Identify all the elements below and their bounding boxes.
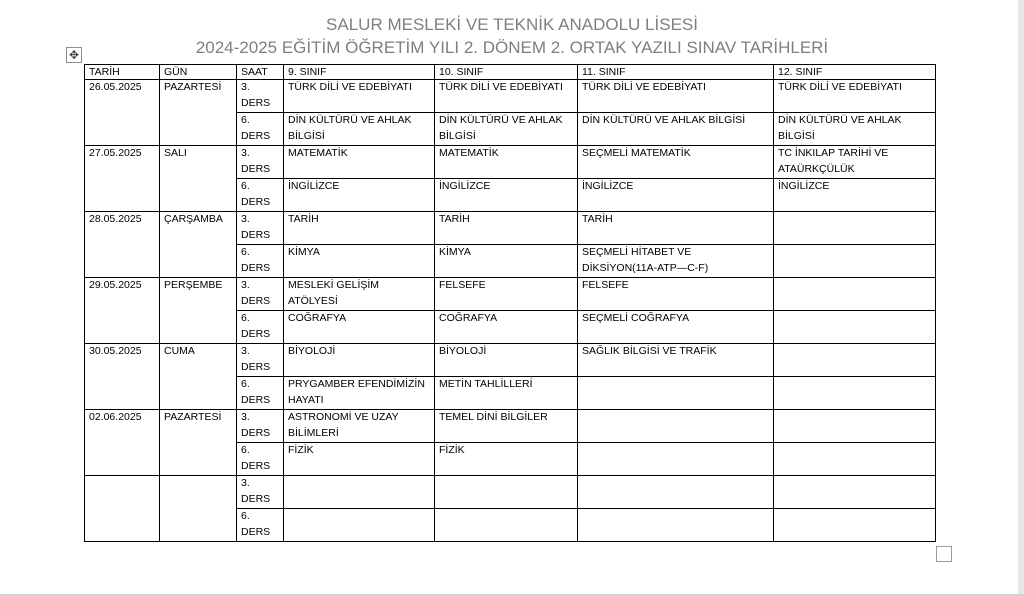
- table-row: [85, 146, 936, 179]
- subject-cell[interactable]: [774, 311, 936, 344]
- subject-cell[interactable]: [578, 443, 774, 476]
- period-cell[interactable]: 6. DERS: [237, 377, 284, 410]
- table-row: [85, 344, 936, 377]
- subject-cell[interactable]: FİZİK: [435, 443, 578, 476]
- period-cell[interactable]: 6. DERS: [237, 509, 284, 542]
- subject-cell[interactable]: [284, 509, 435, 542]
- date-cell[interactable]: 26.05.2025: [85, 80, 160, 146]
- day-cell[interactable]: SALI: [160, 146, 237, 212]
- subject-cell[interactable]: [774, 278, 936, 311]
- table-row: [85, 278, 936, 311]
- subject-cell[interactable]: SEÇMELİ HİTABET VE DİKSİYON(11A-ATP—C-F): [578, 245, 774, 278]
- period-cell[interactable]: 3. DERS: [237, 476, 284, 509]
- day-cell[interactable]: PAZARTESİ: [160, 80, 237, 146]
- subject-cell[interactable]: TARİH: [578, 212, 774, 245]
- header-cell: 11. SINIF: [578, 65, 774, 80]
- subject-cell[interactable]: İNGİLİZCE: [284, 179, 435, 212]
- subject-cell[interactable]: TEMEL DİNİ BİLGİLER: [435, 410, 578, 443]
- header-cell: TARİH: [85, 65, 160, 80]
- header-cell: 9. SINIF: [284, 65, 435, 80]
- subject-cell[interactable]: DİN KÜLTÜRÜ VE AHLAK BİLGİSİ: [435, 113, 578, 146]
- subject-cell[interactable]: MATEMATİK: [284, 146, 435, 179]
- text-cursor: [935, 380, 936, 396]
- period-cell[interactable]: 6. DERS: [237, 443, 284, 476]
- table-move-handle-icon[interactable]: ✥: [66, 47, 82, 63]
- subject-cell[interactable]: KİMYA: [435, 245, 578, 278]
- period-cell[interactable]: 6. DERS: [237, 245, 284, 278]
- subject-cell[interactable]: [774, 212, 936, 245]
- period-cell[interactable]: 3. DERS: [237, 212, 284, 245]
- subject-cell[interactable]: [774, 476, 936, 509]
- subject-cell[interactable]: [435, 476, 578, 509]
- period-cell[interactable]: 3. DERS: [237, 80, 284, 113]
- table-row: [85, 80, 936, 113]
- subject-cell[interactable]: METİN TAHLİLLERİ: [435, 377, 578, 410]
- subject-cell[interactable]: SAĞLIK BİLGİSİ VE TRAFİK: [578, 344, 774, 377]
- subject-cell[interactable]: BİYOLOJİ: [435, 344, 578, 377]
- subject-cell[interactable]: COĞRAFYA: [435, 311, 578, 344]
- subject-cell[interactable]: TC İNKILAP TARİHİ VE ATAÜRKÇÜLÜK: [774, 146, 936, 179]
- day-cell[interactable]: [160, 476, 237, 542]
- window-edge: [1018, 0, 1024, 596]
- subject-cell[interactable]: TARİH: [435, 212, 578, 245]
- subject-cell[interactable]: SEÇMELİ MATEMATİK: [578, 146, 774, 179]
- subject-cell[interactable]: COĞRAFYA: [284, 311, 435, 344]
- subject-cell[interactable]: TARİH: [284, 212, 435, 245]
- subject-cell[interactable]: [774, 245, 936, 278]
- date-cell[interactable]: 02.06.2025: [85, 410, 160, 476]
- subject-cell[interactable]: DİN KÜLTÜRÜ VE AHLAK BİLGİSİ: [578, 113, 774, 146]
- date-cell[interactable]: 30.05.2025: [85, 344, 160, 410]
- subject-cell[interactable]: [774, 410, 936, 443]
- subject-cell[interactable]: MESLEKİ GELİŞİM ATÖLYESİ: [284, 278, 435, 311]
- subject-cell[interactable]: MATEMATİK: [435, 146, 578, 179]
- exam-schedule-table: [84, 64, 936, 542]
- table-row: [85, 410, 936, 443]
- period-cell[interactable]: 3. DERS: [237, 146, 284, 179]
- date-cell[interactable]: 27.05.2025: [85, 146, 160, 212]
- subject-cell[interactable]: FELSEFE: [435, 278, 578, 311]
- subject-cell[interactable]: TÜRK DİLİ VE EDEBİYATI: [284, 80, 435, 113]
- subject-cell[interactable]: [578, 509, 774, 542]
- period-cell[interactable]: 3. DERS: [237, 344, 284, 377]
- subject-cell[interactable]: BİYOLOJİ: [284, 344, 435, 377]
- period-cell[interactable]: 3. DERS: [237, 410, 284, 443]
- day-cell[interactable]: CUMA: [160, 344, 237, 410]
- subject-cell[interactable]: [774, 344, 936, 377]
- period-cell[interactable]: 6. DERS: [237, 179, 284, 212]
- subject-cell[interactable]: PRYGAMBER EFENDİMİZİN HAYATI: [284, 377, 435, 410]
- subject-cell[interactable]: TÜRK DİLİ VE EDEBİYATI: [435, 80, 578, 113]
- date-cell[interactable]: 28.05.2025: [85, 212, 160, 278]
- subject-cell[interactable]: [774, 377, 936, 410]
- table-row: [85, 476, 936, 509]
- header-cell: 12. SINIF: [774, 65, 936, 80]
- subject-cell[interactable]: [284, 476, 435, 509]
- subject-cell[interactable]: [435, 509, 578, 542]
- table-row: [85, 212, 936, 245]
- subject-cell[interactable]: İNGİLİZCE: [774, 179, 936, 212]
- subject-cell[interactable]: ASTRONOMİ VE UZAY BİLİMLERİ: [284, 410, 435, 443]
- period-cell[interactable]: 6. DERS: [237, 113, 284, 146]
- subject-cell[interactable]: TÜRK DİLİ VE EDEBİYATI: [578, 80, 774, 113]
- subject-cell[interactable]: DİN KÜLTÜRÜ VE AHLAK BİLGİSİ: [774, 113, 936, 146]
- subject-cell[interactable]: İNGİLİZCE: [578, 179, 774, 212]
- subject-cell[interactable]: KİMYA: [284, 245, 435, 278]
- day-cell[interactable]: PAZARTESİ: [160, 410, 237, 476]
- subject-cell[interactable]: TÜRK DİLİ VE EDEBİYATI: [774, 80, 936, 113]
- header-cell: 10. SINIF: [435, 65, 578, 80]
- table-resize-handle-icon[interactable]: [936, 546, 952, 562]
- subject-cell[interactable]: [774, 509, 936, 542]
- day-cell[interactable]: PERŞEMBE: [160, 278, 237, 344]
- subject-cell[interactable]: [578, 410, 774, 443]
- subject-cell[interactable]: [578, 377, 774, 410]
- date-cell[interactable]: [85, 476, 160, 542]
- document-subtitle: 2024-2025 EĞİTİM ÖĞRETİM YILI 2. DÖNEM 2. ORTAK YAZILI SINAV TARİHLERİ: [195, 38, 829, 57]
- subject-cell[interactable]: FİZİK: [284, 443, 435, 476]
- header-cell: SAAT: [237, 65, 284, 80]
- subject-cell[interactable]: FELSEFE: [578, 278, 774, 311]
- subject-cell[interactable]: DİN KÜLTÜRÜ VE AHLAK BİLGİSİ: [284, 113, 435, 146]
- subject-cell[interactable]: SEÇMELİ COĞRAFYA: [578, 311, 774, 344]
- header-cell: GÜN: [160, 65, 237, 80]
- day-cell[interactable]: ÇARŞAMBA: [160, 212, 237, 278]
- period-cell[interactable]: 6. DERS: [237, 311, 284, 344]
- subject-cell[interactable]: İNGİLİZCE: [435, 179, 578, 212]
- header-row: [85, 65, 936, 80]
- subject-cell[interactable]: [578, 476, 774, 509]
- date-cell[interactable]: 29.05.2025: [85, 278, 160, 344]
- document-title: SALUR MESLEKİ VE TEKNİK ANADOLU LİSESİ: [326, 15, 698, 34]
- period-cell[interactable]: 3. DERS: [237, 278, 284, 311]
- subject-cell[interactable]: [774, 443, 936, 476]
